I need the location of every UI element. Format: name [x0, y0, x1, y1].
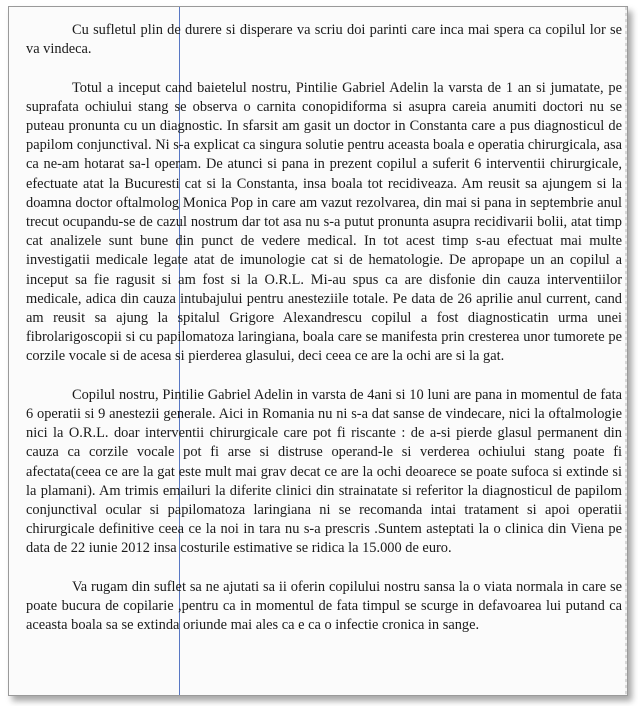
letter-body — [26, 21, 622, 635]
scanned-letter-page — [8, 6, 628, 696]
paragraph-appeal: Va rugam din suflet sa ne ajutati sa ii oferin copilului nostru sansa la o viata normala in care se poate bucura de copilarie ,pentru ca in momentul de fata timpul se scurge in defavoarea lui putand ca aceasta boala sa se extinda oriunde mai ales ca e ca o infectie cronica in sange. — [26, 578, 622, 634]
torn-edge — [625, 7, 627, 695]
paragraph-intro: Cu sufletul plin de durere si disperare va scriu doi parinti care inca mai spera ca copilul lor se va vindeca. — [26, 22, 622, 58]
paragraph-current-status: Copilul nostru, Pintilie Gabriel Adelin in varsta de 4ani si 10 luni are pana in momentul de fata 6 operatii si 9 anestezii generale. Aici in Romania nu ni s-a dat sanse de vindecare, nici la oftalmologie nici la O.R.L. doar interventii chirurgicale care pot fi riscante : de a-si pierde glasul permanent din cauza ca corzile vocale pot fi arse si distruse operand-le si verderea ochiului stang poate fi afectata(ceea ce are la gat este mult mai grav decat ce are la ochi deoarece se poate sufoca si extinde si la plamani). Am trimis emailuri la diferite clinici din strainatate si referitor la diagnosticul de papilom conjunctival ocular si papilomatoza laringiana ni se recomanda intai tratament si apoi operatii chirurgicale definitive ceea ce la noi in tara nu s-a prescris .Suntem asteptati la o clinica din Viena pe data de 22 iunie 2012 insa costurile estimative se ridica la 15.000 de euro. — [26, 386, 622, 557]
paragraph-history: Totul a inceput cand baietelul nostru, Pintilie Gabriel Adelin la varsta de 1 an si jumatate, pe suprafata ochiului stang se observa o carnita conopidiforma si asupra careia anumiti doctori nu se puteau pronunta cu un diagnostic. In sfarsit am gasit un doctor in Constanta care a pus diagnosticul de papilom conjunctival. Ni s-a explicat ca singura solutie pentru aceasta boala e operatia chirurgicala, asa ca ne-am hotarat sa-l operam. De atunci si pana in prezent copilul a suferit 6 interventii chirurgicale, efectuate atat la Bucuresti cat si la Constanta, insa boala tot recidiveaza. Am reusit sa ajungem si la doamna doctor oftalmolog Monica Pop in care am vazut rezolvarea, din mai si pana in septembrie anul trecut ocupandu-se de cazul nostrum dar tot asa nu s-a putut pronunta asupra recidivarii bolii, atat timp cat analizele sunt bune din punct de vedere medical. In tot acest timp s-au efectuat mai multe investigatii medicale legate atat de imunologie cat si de hematologie. De apropape un an copilul a inceput sa fie ragusit si am fost si la O.R.L. Mi-au spus ca are disfonie din cauza interventiilor medicale, adica din cauza intubajului pentru anesteziile totale. Pe data de 26 aprilie anul current, cand am reusit sa ajung la spitalul Grigore Alexandrescu copilul a fost diagnosticatin urma unei fibrolarigoscopii si cu papilomatoza laringiana, boala care se manifesta prin cresterea unor tumorete pe corzile vocale si de acesa si pierderea glasului, deci ceea ce are la ochi are si la gat. — [26, 79, 622, 365]
